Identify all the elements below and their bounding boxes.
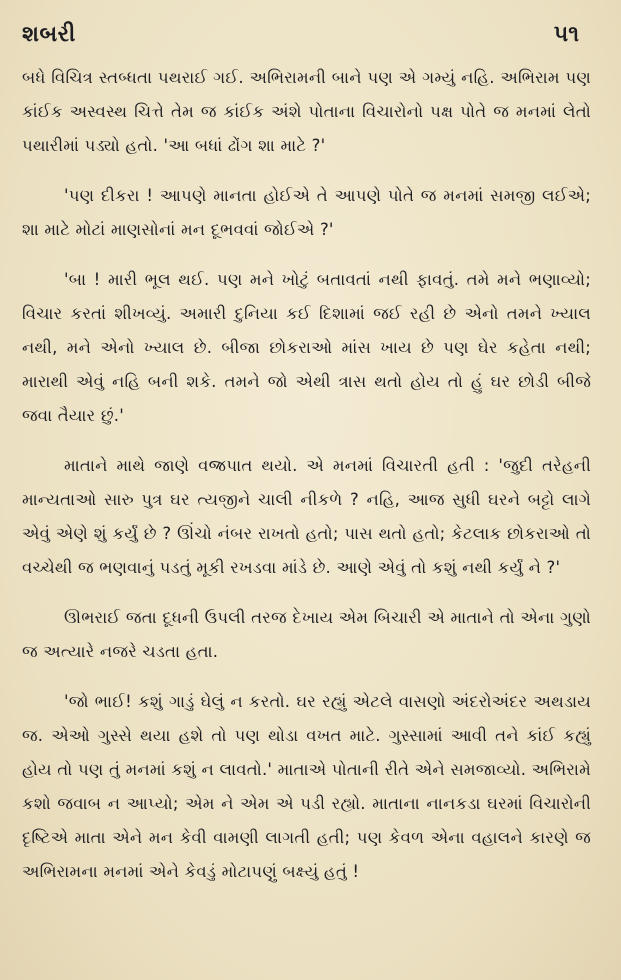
running-title: શબરી [22, 22, 76, 47]
paragraph: બધે વિચિત્ર સ્તબ્ધતા પથરાઈ ગઈ. અભિરામની બાને પણ એ ગમ્યું નહિ. અભિરામ પણ કાંઈક અસ્વસ્થ ચિત્તે તેમ જ કાંઈક અંશે પોતાના વિચારોનો પક્ષ પોતે જ મનમાં લેતો પથારીમાં પડ્યો હતો. 'આ બધાં ઢોંગ શા માટે ?' [22, 68, 591, 155]
paragraph: માતાને માથે જાણે વજ્રપાત થયો. એ મનમાં વિચારતી હતી : 'જુદી તરેહની માન્યતાઓ સારુ પુત્ર ઘર ત્યજીને ચાલી નીકળે ? નહિ, આજ સુધી ઘરને બટ્ટો લાગે એવું એણે શું કર્યું છે ? ઊંચો નંબર રાખતો હતો; પાસ થતો હતો; કેટલાક છોકરાઓ તો વચ્ચેથી જ ભણવાનું પડતું મૂકી રખડવા માંડે છે. આણે એવું તો કશું નથી કર્યું ને ?' [22, 456, 591, 577]
page-number: ૫૧ [553, 22, 579, 47]
paragraph: 'બા ! મારી ભૂલ થઈ. પણ મને ખોટું બતાવતાં નથી ફાવતું. તમે મને ભણાવ્યો; વિચાર કરતાં શીખવ્યું. અમારી દુનિયા કઈ દિશામાં જઈ રહી છે એનો તમને ખ્યાલ નથી, મને એનો ખ્યાલ છે. બીજા છોકરાઓ માંસ ખાય છે પણ ઘેર કહેતા નથી; મારાથી એવું નહિ બની શકે. તમને જો એથી ત્રાસ થતો હોય તો હું ઘર છોડી બીજે જવા તૈયાર છું.' [22, 270, 591, 425]
page-header [22, 22, 591, 47]
paragraph: ઊભરાઈ જતા દૂધની ઉપલી તરજ દેખાય એમ બિચારી એ માતાને તો એના ગુણો જ અત્યારે નજરે ચડતા હતા. [22, 608, 591, 661]
body-text [22, 61, 591, 889]
paragraph: 'પણ દીકરા ! આપણે માનતા હોઈએ તે આપણે પોતે જ મનમાં સમજી લઈએ; શા માટે મોટાં માણસોનાં મન દૂભવવાં જોઈએ ?' [22, 186, 591, 239]
paragraph: 'જો ભાઈ! કશું ગાડું ઘેલું ન કરતો. ઘર રહ્યું એટલે વાસણો અંદરોઅંદર અથડાય જ. એઓ ગુસ્સે થયા હશે તો પણ થોડા વખત માટે. ગુસ્સામાં આવી તને કાંઈ કહ્યું હોય તો પણ તું મનમાં કશું ન લાવતો.' માતાએ પોતાની રીતે એને સમજાવ્યો. અભિરામે કશો જવાબ ન આપ્યો; એમ ને એમ એ પડી રહ્યો. માતાના નાનકડા ઘરમાં વિચારોની દૃષ્ટિએ માતા એને મન કેવી વામણી લાગતી હતી; પણ કેવળ એના વહાલને કારણે જ અભિરામના મનમાં એને કેવડું મોટાપણું બક્ષ્યું હતું ! [22, 692, 591, 881]
